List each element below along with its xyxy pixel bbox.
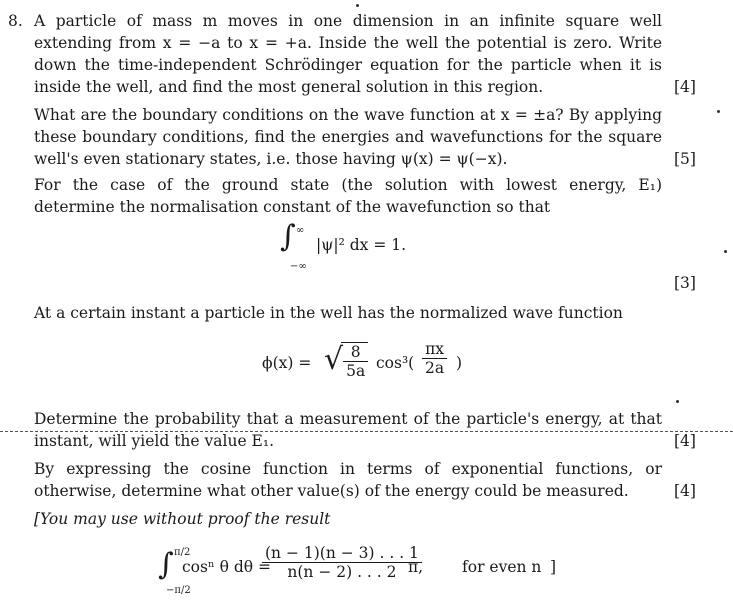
paragraph-6: By expressing the cosine function in terms of exponential functions, or otherwise, determine what other value(s) of the energy could be measured. xyxy=(34,460,662,500)
normalisation-equation xyxy=(280,219,480,272)
paragraph-7-hint: [You may use without proof the result xyxy=(34,510,331,528)
result-fraction xyxy=(262,544,422,581)
cos-arg-numerator: πx xyxy=(422,340,447,359)
mark-4: [4] xyxy=(674,432,696,450)
scan-speck xyxy=(676,400,679,403)
sqrt-denominator: 5a xyxy=(346,362,366,380)
result-pi: π, xyxy=(408,558,424,576)
result-numerator: (n − 1)(n − 3) . . . 1 xyxy=(262,544,422,563)
result-upper-limit: π/2 xyxy=(174,547,191,558)
paragraph-5: Determine the probability that a measurement of the particle's energy, at that instant, will yield the value E₁. xyxy=(34,410,662,450)
question-number: 8. xyxy=(8,12,23,30)
cos-argument xyxy=(422,340,447,377)
scan-speck xyxy=(717,110,720,113)
scan-speck xyxy=(356,4,359,7)
scan-artifact-dashed-line xyxy=(0,431,733,432)
integral-sign: ∫ xyxy=(280,219,296,254)
paragraph-4: At a certain instant a particle in the well has the normalized wave function xyxy=(34,304,623,322)
normalisation-integrand: |ψ|² dx = 1. xyxy=(316,236,407,254)
wavefunction-equation xyxy=(262,338,482,388)
result-integrand: cosⁿ θ dθ = xyxy=(182,558,272,576)
cosine-cubed: cos³( xyxy=(376,354,415,372)
integral-upper-limit: ∞ xyxy=(296,225,305,236)
square-root: √ $\frac{8}{5a}$ xyxy=(324,338,368,382)
result-equation xyxy=(158,540,578,596)
mark-2: [5] xyxy=(674,150,696,168)
cos-close-paren: ) xyxy=(456,354,463,372)
paragraph-1: A particle of mass m moves in one dimension in an infinite square well extending from x = −a to x = +a. Inside the well the potential is zero. Write down the time-independent Schrödinger equation for the particle when it is inside the well, and find the most general solution in this region. xyxy=(34,12,662,96)
integral-lower-limit: −∞ xyxy=(290,261,307,272)
result-lower-limit: −π/2 xyxy=(166,585,191,596)
cos-arg-denominator: 2a xyxy=(425,359,445,377)
result-integral-sign: ∫ xyxy=(158,547,174,582)
result-close-bracket: ] xyxy=(550,558,557,576)
paragraph-3: For the case of the ground state (the solution with lowest energy, E₁) determine the normalisation constant of the wavefunction so that xyxy=(34,176,662,216)
scan-speck xyxy=(724,250,727,253)
mark-1: [4] xyxy=(674,78,696,96)
result-condition: for even n xyxy=(462,558,542,576)
sqrt-fraction xyxy=(343,343,368,380)
mark-3: [3] xyxy=(674,274,696,292)
sqrt-numerator: 8 xyxy=(343,343,368,362)
phi-lhs: ϕ(x) = xyxy=(262,354,312,372)
mark-5: [4] xyxy=(674,482,696,500)
result-denominator: n(n − 2) . . . 2 xyxy=(287,563,397,581)
paragraph-2: What are the boundary conditions on the wave function at x = ±a? By applying these boundary conditions, find the energies and wavefunctions for the square well's even stationary states, i.e. those having ψ(x) = ψ(−x). xyxy=(34,106,662,168)
